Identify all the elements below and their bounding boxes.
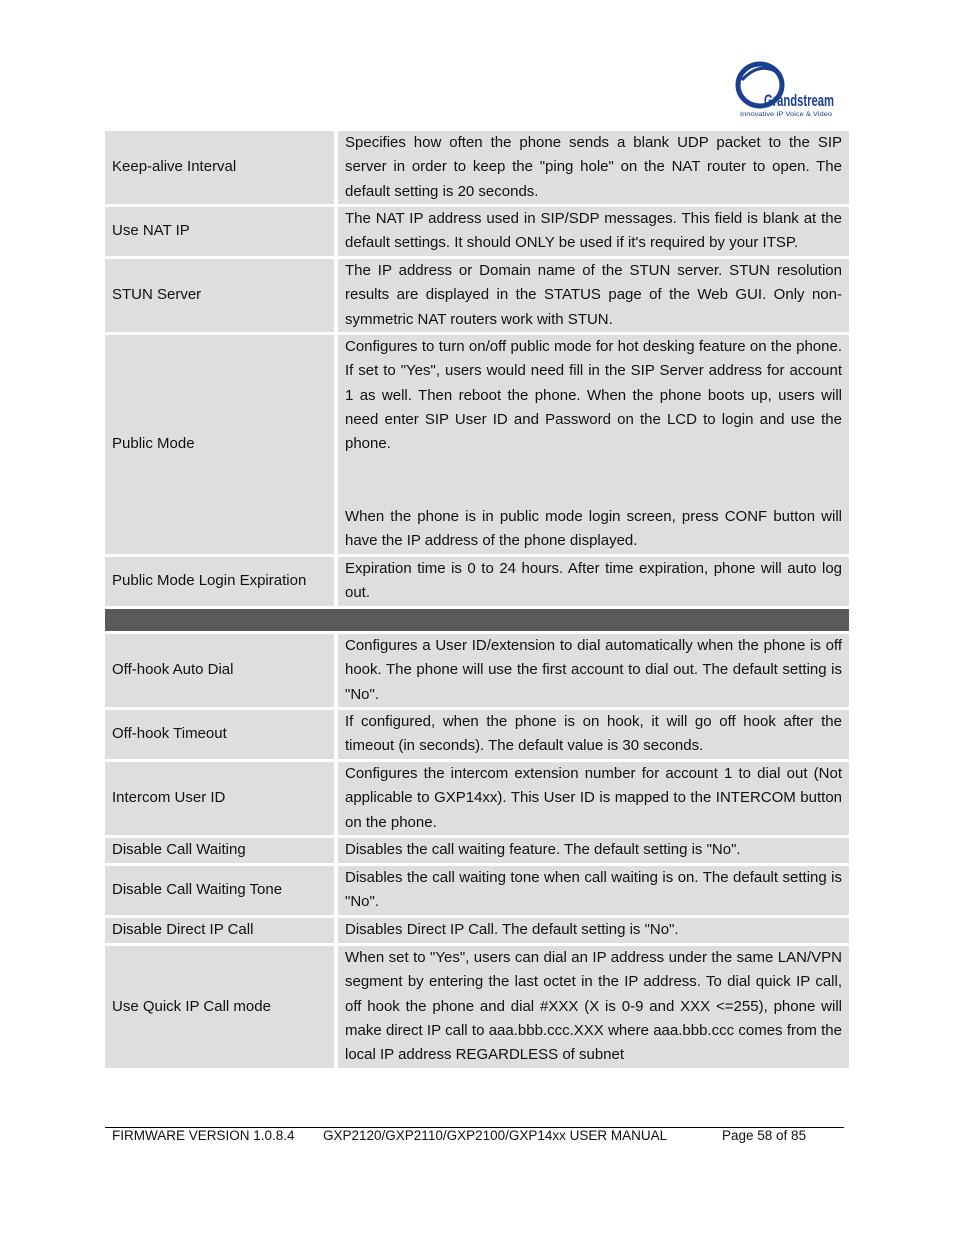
- setting-description: [338, 762, 849, 835]
- setting-description: [338, 557, 849, 606]
- table-row: [105, 946, 849, 1068]
- setting-description: [338, 259, 849, 332]
- description-text: Disables the call waiting tone when call waiting is on. The default setting is "No".: [345, 869, 842, 911]
- table-row: [105, 838, 849, 863]
- description-text: Configures to turn on/off public mode for hot desking feature on the phone. If set to "Yes", users would need fill in the SIP Server address for account 1 as well. Then reboot the phone. When the phone boots up, users will need enter SIP User ID and Password on the LCD to login and use the phone.: [345, 338, 842, 453]
- table-row: [105, 335, 849, 554]
- table-row: [105, 918, 849, 943]
- table-row: [105, 866, 849, 915]
- description-text: Configures the intercom extension number for account 1 to dial out (Not applicable to GXP14xx). This User ID is mapped to the INTERCOM button on the phone.: [345, 764, 842, 831]
- description-text: Disables Direct IP Call. The default setting is "No".: [345, 921, 679, 939]
- setting-name: Use NAT IP: [105, 207, 338, 256]
- logo-text: Grandstream: [764, 91, 834, 110]
- grandstream-logo: [734, 60, 842, 118]
- table-row: [105, 131, 849, 204]
- description-text: If configured, when the phone is on hook, it will go off hook after the timeout (in seconds). The default value is 30 seconds.: [345, 713, 842, 755]
- table-row: [105, 557, 849, 606]
- setting-description: [338, 838, 849, 863]
- section-divider: [105, 609, 849, 631]
- description-text: The IP address or Domain name of the STUN server. STUN resolution results are displayed in the STATUS page of the Web GUI. Only non-symmetric NAT routers work with STUN.: [345, 261, 842, 328]
- setting-description: [338, 335, 849, 554]
- setting-name: Disable Direct IP Call: [105, 918, 338, 943]
- setting-name: STUN Server: [105, 259, 338, 332]
- setting-name: Public Mode: [105, 335, 338, 554]
- description-text: Disables the call waiting feature. The default setting is "No".: [345, 841, 741, 859]
- table-row: [105, 710, 849, 759]
- table-row: [105, 259, 849, 332]
- setting-description: [338, 918, 849, 943]
- description-text: The NAT IP address used in SIP/SDP messages. This field is blank at the default settings. It should ONLY be used if it's required by your ITSP.: [345, 210, 842, 252]
- setting-description: [338, 946, 849, 1068]
- table-row: [105, 762, 849, 835]
- table-row: [105, 207, 849, 256]
- setting-name: Public Mode Login Expiration: [105, 557, 338, 606]
- setting-name: Off-hook Auto Dial: [105, 634, 338, 707]
- section-header-bar: [105, 609, 849, 631]
- setting-description: [338, 710, 849, 759]
- footer-manual-title: GXP2120/GXP2110/GXP2100/GXP14xx USER MANUAL: [323, 1128, 668, 1143]
- description-text: Specifies how often the phone sends a blank UDP packet to the SIP server in order to keep the "ping hole" on the NAT router to open. The default setting is 20 seconds.: [345, 134, 842, 200]
- setting-description: [338, 634, 849, 707]
- setting-name: Intercom User ID: [105, 762, 338, 835]
- logo-tagline: Innovative IP Voice & Video: [740, 112, 833, 118]
- description-text: When set to "Yes", users can dial an IP address under the same LAN/VPN segment by entering the last octet in the IP address. To dial quick IP call, off hook the phone and dial #XXX (X is 0-9 and XXX <=255), phone will make direct IP call to aaa.bbb.ccc.XXX where aaa.bbb.ccc comes from the local IP address REGARDLESS of subnet: [345, 949, 842, 1064]
- description-text: Expiration time is 0 to 24 hours. After time expiration, phone will auto log out.: [345, 560, 842, 602]
- setting-name: Use Quick IP Call mode: [105, 946, 338, 1068]
- setting-description: [338, 207, 849, 256]
- description-text: Configures a User ID/extension to dial automatically when the phone is off hook. The phone will use the first account to dial out. The default setting is "No".: [345, 636, 842, 703]
- setting-name: Off-hook Timeout: [105, 710, 338, 759]
- setting-description: [338, 131, 849, 204]
- footer-firmware-version: FIRMWARE VERSION 1.0.8.4: [112, 1128, 295, 1143]
- table-row: [105, 634, 849, 707]
- description-text: When the phone is in public mode login screen, press CONF button will have the IP address of the phone displayed.: [345, 508, 842, 550]
- setting-name: Disable Call Waiting Tone: [105, 866, 338, 915]
- footer-page-number: Page 58 of 85: [722, 1128, 807, 1143]
- setting-description: [338, 866, 849, 915]
- settings-table: [105, 128, 849, 1071]
- setting-name: Disable Call Waiting: [105, 838, 338, 863]
- setting-name: Keep-alive Interval: [105, 131, 338, 204]
